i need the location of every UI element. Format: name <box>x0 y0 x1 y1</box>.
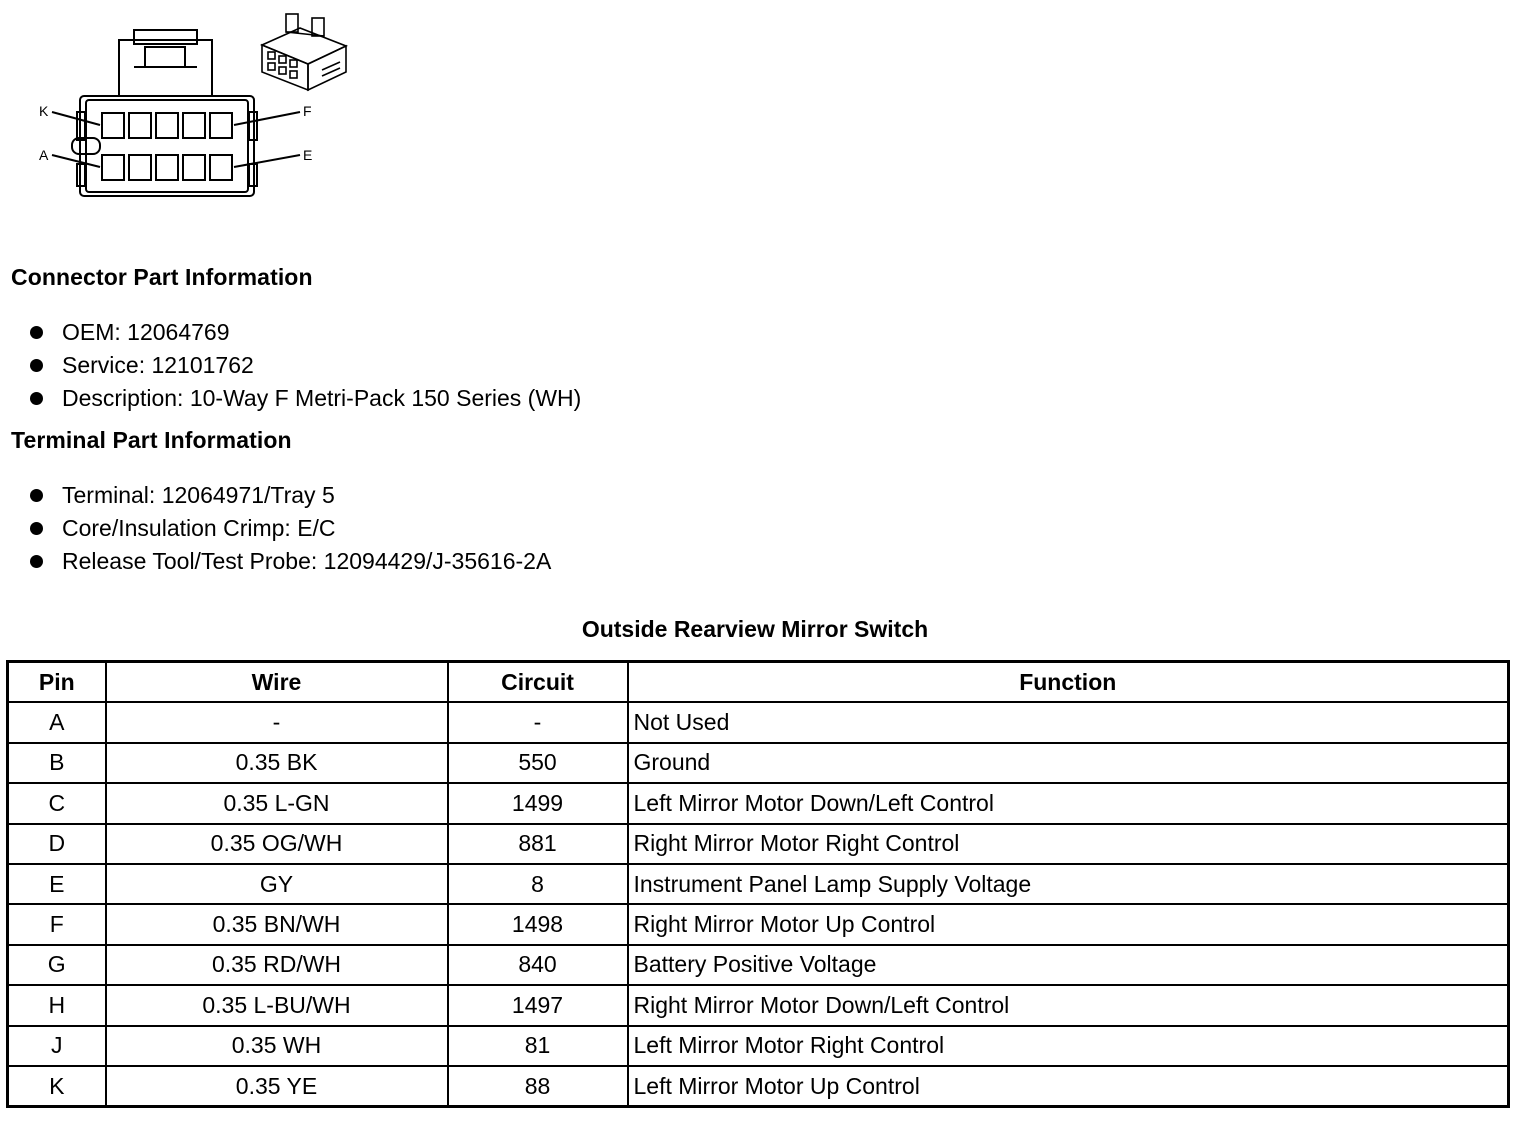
cell-function: Left Mirror Motor Down/Left Control <box>628 783 1509 823</box>
list-item <box>28 349 581 382</box>
cell-wire: 0.35 L-GN <box>106 783 448 823</box>
table-header-row <box>8 662 1509 703</box>
cell-circuit: 1497 <box>448 985 628 1025</box>
cell-circuit: 81 <box>448 1026 628 1066</box>
terminal-release-tool: Release Tool/Test Probe: 12094429/J-35616-2A <box>62 548 552 574</box>
cell-pin: K <box>8 1066 106 1107</box>
cell-function: Battery Positive Voltage <box>628 945 1509 985</box>
cell-pin: H <box>8 985 106 1025</box>
cell-wire: 0.35 WH <box>106 1026 448 1066</box>
list-item <box>28 316 581 349</box>
table-row <box>8 702 1509 742</box>
terminal-part: Terminal: 12064971/Tray 5 <box>62 482 335 508</box>
terminal-info-list <box>28 479 551 578</box>
cell-function: Not Used <box>628 702 1509 742</box>
connector-info-heading: Connector Part Information <box>11 264 313 290</box>
table-row <box>8 985 1509 1025</box>
connector-oem: OEM: 12064769 <box>62 319 230 345</box>
cell-function: Right Mirror Motor Down/Left Control <box>628 985 1509 1025</box>
cell-function: Left Mirror Motor Up Control <box>628 1066 1509 1107</box>
terminal-crimp: Core/Insulation Crimp: E/C <box>62 515 336 541</box>
table-row <box>8 783 1509 823</box>
bullet-icon <box>30 326 43 339</box>
connector-info-list <box>28 316 581 415</box>
cell-function: Right Mirror Motor Up Control <box>628 904 1509 944</box>
connector-3d-view-icon <box>262 14 346 90</box>
table-row <box>8 1066 1509 1107</box>
cell-wire: GY <box>106 864 448 904</box>
pin-label-a: A <box>39 147 49 163</box>
bullet-icon <box>30 555 43 568</box>
cell-pin: J <box>8 1026 106 1066</box>
cell-pin: E <box>8 864 106 904</box>
terminal-info-heading: Terminal Part Information <box>11 427 292 453</box>
connector-diagram <box>0 0 380 215</box>
bullet-icon <box>30 489 43 502</box>
connector-face-illustration <box>0 0 380 215</box>
bullet-icon <box>30 522 43 535</box>
cell-circuit: 88 <box>448 1066 628 1107</box>
cell-circuit: 1499 <box>448 783 628 823</box>
pin-label-f: F <box>303 103 312 119</box>
cell-circuit: 881 <box>448 824 628 864</box>
cell-circuit: 1498 <box>448 904 628 944</box>
bullet-icon <box>30 392 43 405</box>
header-function: Function <box>628 662 1509 703</box>
cell-circuit: 840 <box>448 945 628 985</box>
bullet-icon <box>30 359 43 372</box>
table-row <box>8 743 1509 783</box>
cell-wire: 0.35 BN/WH <box>106 904 448 944</box>
cell-wire: 0.35 RD/WH <box>106 945 448 985</box>
pinout-table <box>6 660 1510 1108</box>
cell-pin: C <box>8 783 106 823</box>
cell-wire: 0.35 YE <box>106 1066 448 1107</box>
cell-function: Instrument Panel Lamp Supply Voltage <box>628 864 1509 904</box>
connector-description: Description: 10-Way F Metri-Pack 150 Series (WH) <box>62 385 582 411</box>
header-circuit: Circuit <box>448 662 628 703</box>
cell-pin: B <box>8 743 106 783</box>
table-row <box>8 824 1509 864</box>
list-item <box>28 512 551 545</box>
header-wire: Wire <box>106 662 448 703</box>
table-row <box>8 1026 1509 1066</box>
list-item <box>28 479 551 512</box>
table-body <box>8 702 1509 1106</box>
table-title: Outside Rearview Mirror Switch <box>581 616 929 642</box>
cell-function: Left Mirror Motor Right Control <box>628 1026 1509 1066</box>
cell-pin: D <box>8 824 106 864</box>
header-pin: Pin <box>8 662 106 703</box>
cell-function: Ground <box>628 743 1509 783</box>
connector-service: Service: 12101762 <box>62 352 254 378</box>
table-row <box>8 904 1509 944</box>
cell-circuit: 550 <box>448 743 628 783</box>
list-item <box>28 382 581 415</box>
table-row <box>8 945 1509 985</box>
pin-label-k: K <box>39 103 49 119</box>
cell-wire: 0.35 OG/WH <box>106 824 448 864</box>
cell-function: Right Mirror Motor Right Control <box>628 824 1509 864</box>
cell-circuit: - <box>448 702 628 742</box>
cell-pin: A <box>8 702 106 742</box>
cell-pin: G <box>8 945 106 985</box>
cell-wire: 0.35 L-BU/WH <box>106 985 448 1025</box>
cell-wire: - <box>106 702 448 742</box>
list-item <box>28 545 551 578</box>
table-row <box>8 864 1509 904</box>
pin-label-e: E <box>303 147 313 163</box>
cell-pin: F <box>8 904 106 944</box>
cell-wire: 0.35 BK <box>106 743 448 783</box>
cell-circuit: 8 <box>448 864 628 904</box>
